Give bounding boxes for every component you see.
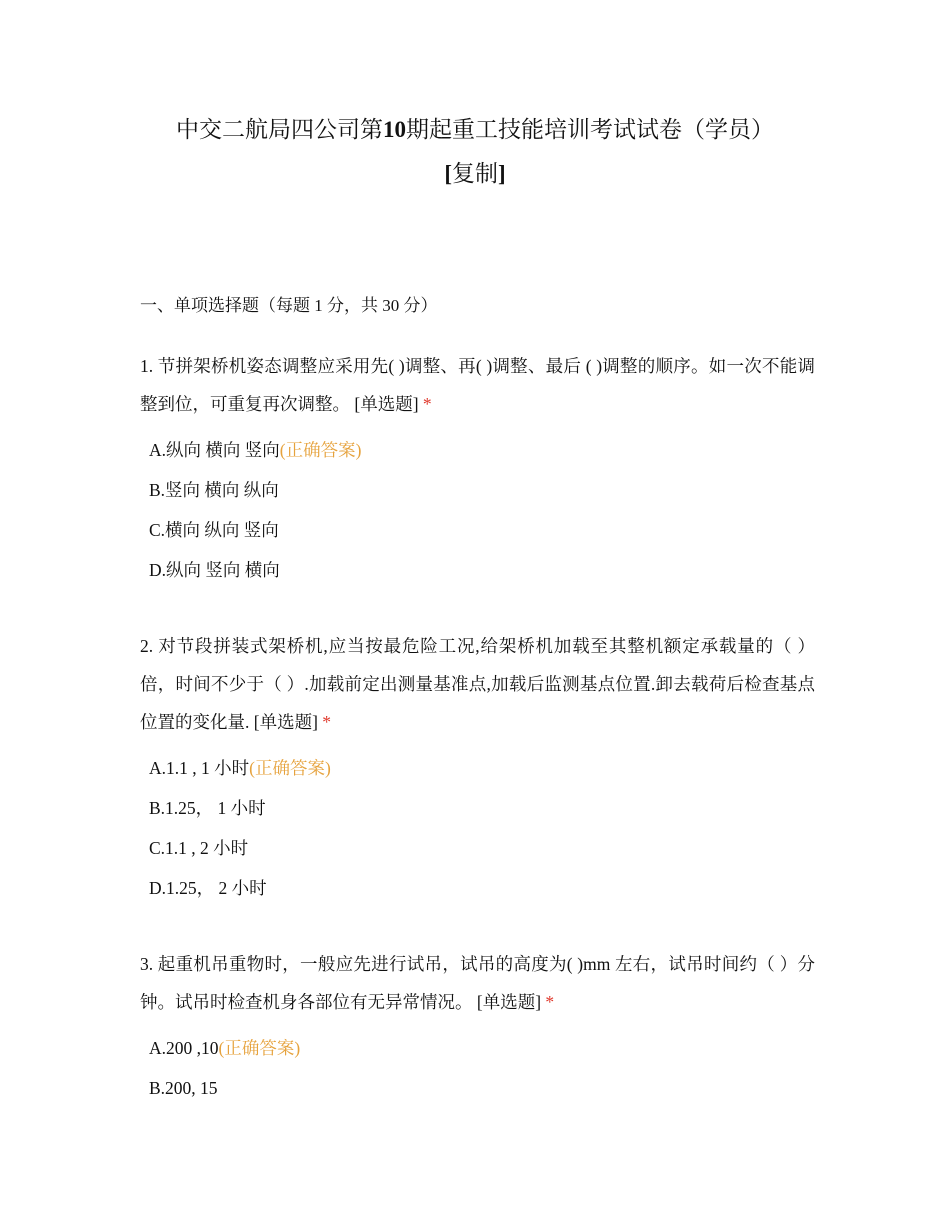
question-2: [140, 627, 815, 741]
q3-option-a: A.200 ,10(正确答案): [149, 1038, 301, 1058]
q2-option-b: B.1.25， 1 小时: [149, 798, 266, 818]
correct-answer-marker: (正确答案): [279, 440, 362, 460]
correct-answer-marker: (正确答案): [218, 1038, 301, 1058]
question-text: 1. 节拼架桥机姿态调整应采用先( )调整、再( )调整、最后 ( )调整的顺序。如一次不能调整到位，可重复再次调整。: [140, 356, 815, 414]
title-line-2: [复制]: [444, 161, 506, 186]
exam-title: [100, 108, 850, 196]
question-1: [140, 347, 815, 423]
section-heading: 一、单项选择题（每题 1 分，共 30 分）: [140, 296, 438, 315]
required-marker: *: [322, 712, 332, 732]
correct-answer-marker: (正确答案): [249, 758, 331, 778]
q3-option-b: B.200, 15: [149, 1078, 218, 1098]
required-marker: *: [545, 992, 555, 1012]
q1-option-a: A.纵向 横向 竖向(正确答案): [149, 440, 362, 460]
question-type-tag: [单选题]: [354, 394, 419, 414]
title-line-1: 中交二航局四公司第10期起重工技能培训考试试卷（学员）: [176, 117, 774, 142]
q1-option-b: B.竖向 横向 纵向: [149, 480, 279, 500]
q2-option-a: A.1.1 , 1 小时(正确答案): [149, 758, 331, 778]
q2-option-d: D.1.25， 2 小时: [149, 878, 267, 898]
q1-option-d: D.纵向 竖向 横向: [149, 560, 280, 580]
q1-option-c: C.横向 纵向 竖向: [149, 520, 279, 540]
required-marker: *: [422, 394, 432, 414]
question-type-tag: [单选题]: [476, 992, 542, 1012]
question-text: 2. 对节段拼装式架桥机,应当按最危险工况,给架桥机加载至其整机额定承载量的（ ）倍，时间不少于（ ）.加载前定出测量基准点,加载后监测基点位置.卸去载荷后检查基点位置的变化量.: [140, 636, 815, 732]
question-type-tag: [单选题]: [253, 712, 318, 732]
q2-option-c: C.1.1 , 2 小时: [149, 838, 249, 858]
question-3: [140, 945, 815, 1021]
question-text: 3. 起重机吊重物时，一般应先进行试吊，试吊的高度为( )mm 左右，试吊时间约（ ）分钟。试吊时检查机身各部位有无异常情况。: [140, 954, 815, 1012]
